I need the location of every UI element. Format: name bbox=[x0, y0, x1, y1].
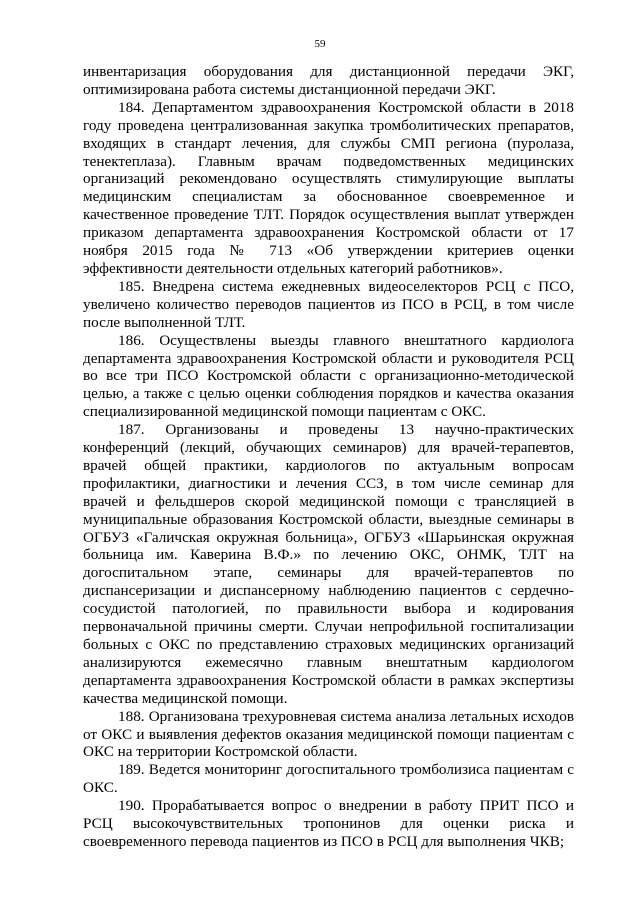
paragraph-189: 189. Ведется мониторинг догоспитального тромболизиса пациентам с ОКС. bbox=[83, 761, 574, 797]
paragraph-187: 187. Организованы и проведены 13 научно-практических конференций (лекций, обучающих семинаров) для врачей-терапевтов, врачей общей практики, кардиологов по актуальным вопросам профилактики, диагностики и лечения ССЗ, в том числе семинар для врачей и фельдшеров скорой медицинской помощи с трансляцией в муниципальные образования Костромской области, выездные семинары в ОГБУЗ «Галичская окружная больница», ОГБУЗ «Шарьинская окружная больница им. Каверина В.Ф.» по лечению ОКС, ОНМК, ТЛТ на догоспитальном этапе, семинары для врачей-терапевтов по диспансеризации и диспансерному наблюдению пациентов с сердечно-сосудистой патологией, по правильности выбора и кодирования первоначальной причины смерти. Случаи непрофильной госпитализации больных с ОКС по представлению страховых медицинских организаций анализируются ежемесячно главным внештатным кардиологом департамента здравоохранения Костромской области в рамках экспертизы качества медицинской помощи. bbox=[83, 421, 574, 707]
paragraph-continuation: инвентаризация оборудования для дистанционной передачи ЭКГ, оптимизирована работа системы дистанционной передачи ЭКГ. bbox=[83, 63, 574, 98]
paragraph-186: 186. Осуществлены выезды главного внештатного кардиолога департамента здравоохранения Костромской области и руководителя РСЦ во все три ПСО Костромской области с организационно-методической целью, а также с целью оценки соблюдения порядков и качества оказания специализированной медицинской помощи пациентам с ОКС. bbox=[83, 331, 574, 421]
paragraph-188: 188. Организована трехуровневая система анализа летальных исходов от ОКС и выявления дефектов оказания медицинской помощи пациентам с ОКС на территории Костромской области. bbox=[83, 707, 574, 761]
page-number: 59 bbox=[314, 38, 326, 50]
paragraph-185: 185. Внедрена система ежедневных видеоселекторов РСЦ с ПСО, увеличено количество переводов пациентов из ПСО в РСЦ, в том числе после выполненной ТЛТ. bbox=[83, 277, 574, 331]
page-body bbox=[83, 63, 574, 851]
paragraph-190: 190. Прорабатывается вопрос о внедрении в работу ПРИТ ПСО и РСЦ высокочувствительных тропонинов для оценки риска и своевременного перевода пациентов из ПСО в РСЦ для выполнения ЧКВ; bbox=[83, 797, 574, 850]
paragraph-184: 184. Департаментом здравоохранения Костромской области в 2018 году проведена централизованная закупка тромболитических препаратов, входящих в стандарт лечения, для службы СМП региона (пуролаза, тенектеплаза). Главным врачам подведомственных медицинских организаций рекомендовано осуществлять стимулирующие выплаты медицинским специалистам за обоснованное своевременное и качественное проведение ТЛТ. Порядок осуществления выплат утвержден приказом департамента здравоохранения Костромской области от 17 ноября 2015 года № 713 «Об утверждении критериев оценки эффективности деятельности отдельных категорий работников». bbox=[83, 98, 574, 277]
